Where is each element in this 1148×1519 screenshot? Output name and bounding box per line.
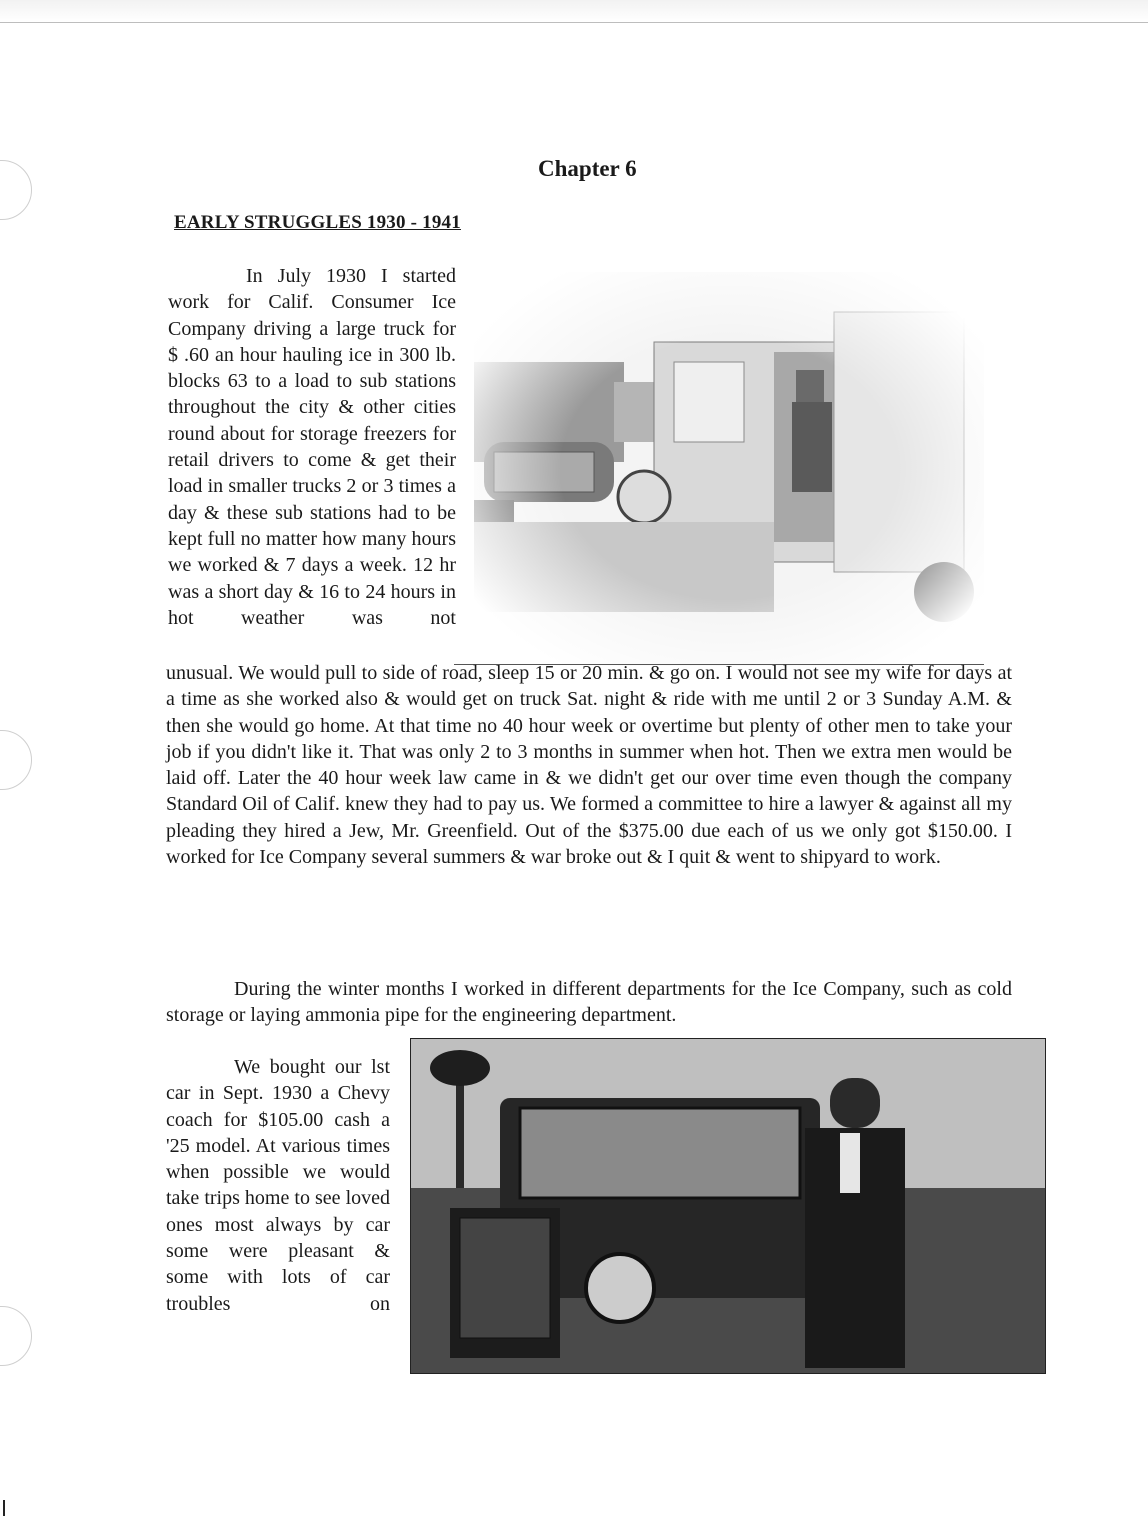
paragraph-3-text: We bought our lst car in Sept. 1930 a Chevy coach for $105.00 cash a '25 model. At various times when possible we would take trips home to see loved ones most always by car some were pleasant & some with lots of car troubles on	[166, 1056, 390, 1315]
scan-top-edge	[0, 0, 1148, 23]
paragraph-2	[166, 976, 1012, 1029]
binder-hole-bottom	[0, 1306, 32, 1366]
chapter-title: Chapter 6	[538, 156, 637, 181]
paragraph-1-wrapped	[168, 263, 456, 631]
paragraph-1-continued: unusual. We would pull to side of road, sleep 15 or 20 min. & go on. I would not see my wife for days at a time as she worked also & would get on truck Sat. night & ride with me until 2 or 3 Sunday A.M. & then she would go home. At that time no 40 hour week or overtime but plenty of other men to take your job if you didn't like it. That was only 2 to 3 months in summer when hot. Then we extra men would be laid off. Later the 40 hour week law came in & we didn't get our over time even though the company Standard Oil of Calif. knew they had to pay us. We formed a committee to hire a lawyer & against all my pleading they hired a Jew, Mr. Greenfield. Out of the $375.00 due each of us we only got $150.00. I worked for Ice Company several summers & war broke out & I quit & went to shipyard to work.	[166, 662, 1012, 869]
binder-hole-top	[0, 160, 32, 220]
section-heading: EARLY STRUGGLES 1930 - 1941	[174, 212, 461, 233]
binder-hole-middle	[0, 730, 32, 790]
scan-edge-mark	[3, 1500, 5, 1516]
ice-truck-photo	[474, 272, 984, 666]
paragraph-3	[166, 1054, 390, 1317]
chevy-car-photo	[410, 1038, 1046, 1374]
paragraph-2-text: During the winter months I worked in different departments for the Ice Company, such as cold storage or laying ammonia pipe for the engineering department.	[166, 978, 1012, 1027]
paragraph-1-wrapped-text: In July 1930 I started work for Calif. Consumer Ice Company driving a large truck for $ .60 an hour hauling ice in 300 lb. blocks 63 to a load to sub stations throughout the city & other cities round about for storage freezers for retail drivers to come & get their load in smaller trucks 2 or 3 times a day & these sub stations had to be kept full no matter how many hours we worked & 7 days a week. 12 hr was a short day & 16 to 24 hours in hot weather was not	[168, 265, 456, 629]
